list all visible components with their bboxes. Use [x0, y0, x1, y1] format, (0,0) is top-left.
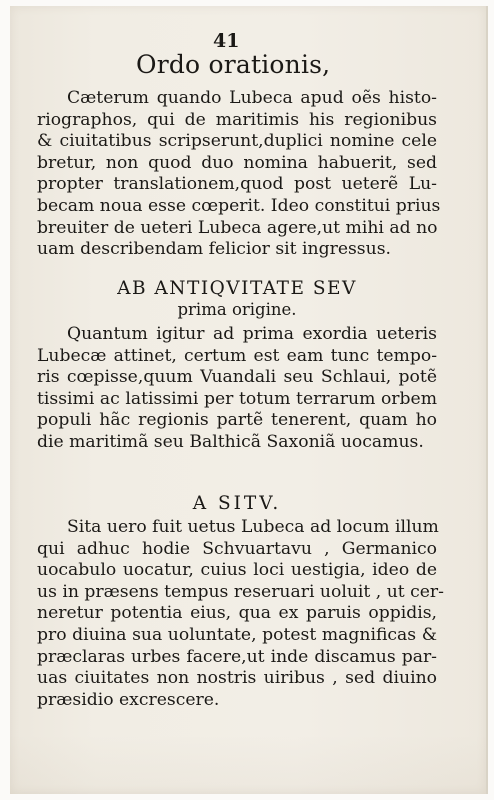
text-line: Cæterum quando Lubeca apud oẽs histo-	[67, 88, 437, 108]
text-line: Sita uero fuit uetus Lubeca ad locum illum	[67, 517, 439, 537]
text-line: uam describendam felicior sit ingressus.	[37, 239, 391, 260]
text-line: uas ciuitates non nostris uiribus , sed diuino	[37, 668, 437, 689]
text-line: ris cœpisse,quum Vuandali seu Schlaui, potẽ	[37, 367, 437, 388]
running-head: Ordo orationis,	[136, 50, 331, 79]
text-line: riographos, qui de maritimis his regionibus	[37, 109, 437, 130]
text-line: Lubecæ attinet, certum est eam tunc tempo-	[37, 345, 437, 366]
paragraph-site	[37, 517, 444, 711]
text-line: neretur potentia eius, qua ex paruis oppidis,	[37, 603, 437, 624]
text-line: tissimi ac latissimi per totum terrarum orbem	[37, 388, 437, 409]
paragraph-intro	[37, 88, 441, 261]
text-line: pro diuina sua uoluntate, potest magnificas &	[37, 624, 437, 645]
page-shading	[10, 734, 486, 794]
paragraph-origin	[37, 324, 437, 454]
book-page	[10, 6, 488, 794]
section-heading-antiquitate: AB ANTIQVITATE SEV	[117, 278, 357, 299]
text-line: breuiter de ueteri Lubeca agere,ut mihi ad no	[37, 217, 438, 238]
section-subheading: prima origine.	[177, 300, 297, 319]
text-line: die maritimã seu Balthicã Saxoniã uocamus.	[37, 431, 424, 452]
text-line: & ciuitatibus scripserunt,duplici nomine cele	[37, 131, 437, 152]
text-line: us in præsens tempus reseruari uoluit , ut cer-	[37, 581, 444, 602]
page-number: 41	[213, 30, 240, 52]
text-line: qui adhuc hodie Schvuartavu , Germanico	[37, 538, 437, 559]
text-line: uocabulo uocatur, cuius loci uestigia, ideo de	[37, 560, 437, 581]
section-heading-situ: A SITV.	[192, 493, 282, 514]
text-line: præclaras urbes facere,ut inde discamus par-	[37, 646, 437, 667]
text-line: præsidio excrescere.	[37, 689, 220, 710]
text-line: becam noua esse cœperit. Ideo constitui prius	[37, 195, 441, 216]
text-line: populi hãc regionis partẽ tenerent, quam ho	[37, 410, 437, 431]
text-line: propter translationem,quod post ueterẽ Lu-	[37, 174, 437, 195]
text-line: bretur, non quod duo nomina habuerit, sed	[37, 152, 437, 173]
text-line: Quantum igitur ad prima exordia ueteris	[67, 324, 437, 344]
